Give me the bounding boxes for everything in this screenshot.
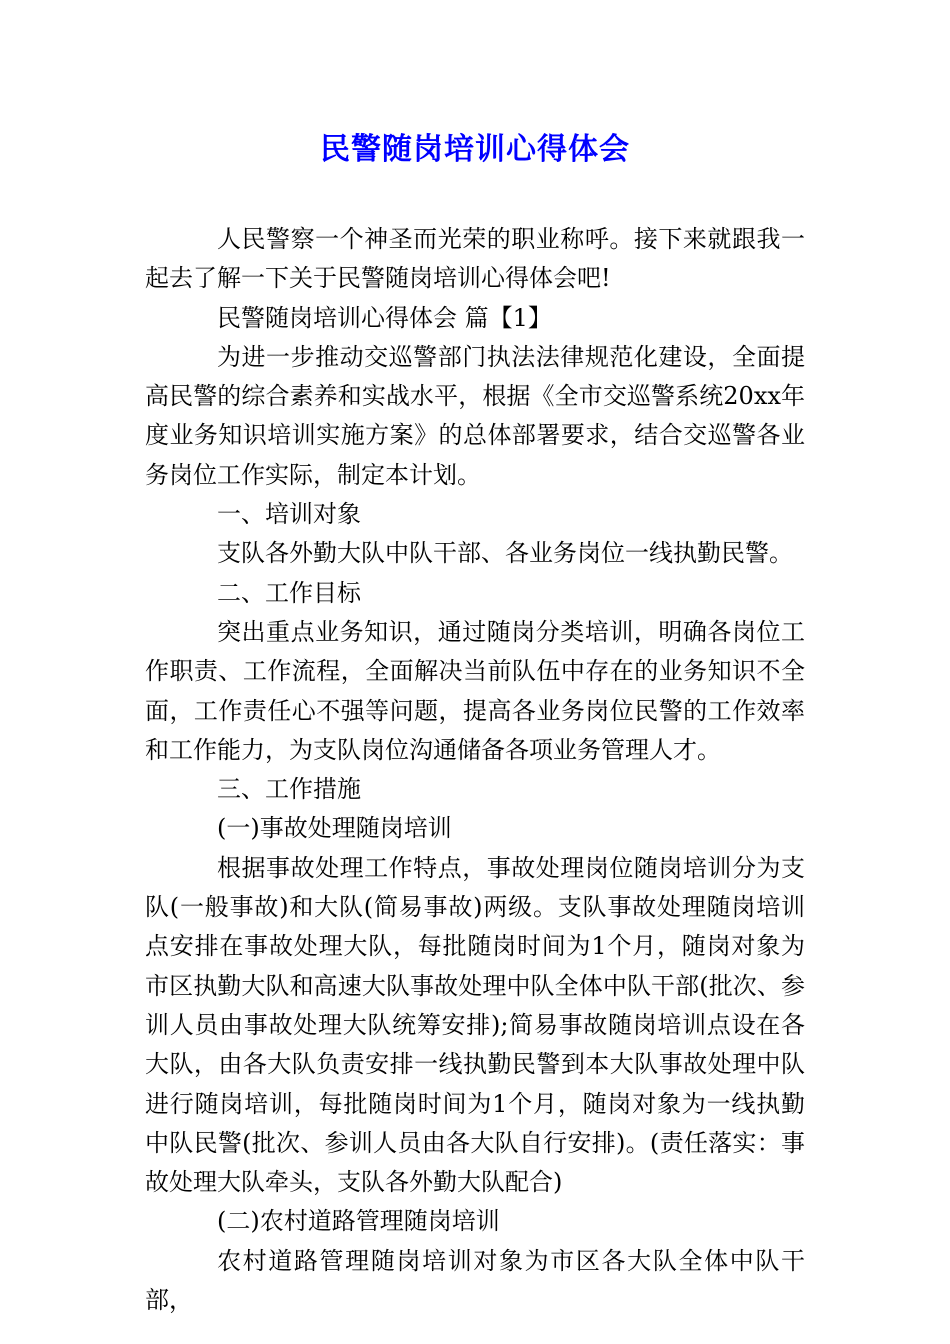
section-heading-training-targets: 一、培训对象 (217, 500, 361, 529)
section-heading-measures: 三、工作措施 (217, 775, 361, 804)
rural-roads-paragraph: 农村道路管理随岗培训对象为市区各大队全体中队干部， (145, 1246, 805, 1315)
section-heading-goals: 二、工作目标 (217, 578, 361, 607)
article-heading: 民警随岗培训心得体会 篇【1】 (217, 303, 552, 332)
goals-paragraph: 突出重点业务知识，通过随岗分类培训，明确各岗位工作职责、工作流程，全面解决当前队伍中存在的业务知识不全面，工作责任心不强等问题，提高各业务岗位民警的工作效率和工作能力，为支队岗位沟通储备各项业务管理人才。 (145, 617, 805, 764)
purpose-paragraph: 为进一步推动交巡警部门执法法律规范化建设，全面提高民警的综合素养和实战水平，根据《全市交巡警系统20xx年度业务知识培训实施方案》的总体部署要求，结合交巡警各业务岗位工作实际，制定本计划。 (145, 342, 805, 489)
training-targets-paragraph: 支队各外勤大队中队干部、各业务岗位一线执勤民警。 (217, 539, 793, 568)
subsection-heading-rural-roads: (二)农村道路管理随岗培训 (217, 1207, 500, 1236)
document-body (145, 220, 805, 1320)
intro-paragraph: 人民警察一个神圣而光荣的职业称呼。接下来就跟我一起去了解一下关于民警随岗培训心得体会吧! (145, 225, 805, 293)
document-title: 民警随岗培训心得体会 (320, 132, 630, 167)
subsection-heading-accident: (一)事故处理随岗培训 (217, 814, 452, 843)
accident-training-paragraph: 根据事故处理工作特点，事故处理岗位随岗培训分为支队(一般事故)和大队(简易事故)两级。支队事故处理随岗培训点安排在事故处理大队，每批随岗时间为1个月，随岗对象为市区执勤大队和高速大队事故处理中队全体中队干部(批次、参训人员由事故处理大队统筹安排);简易事故随岗培训点设在各大队，由各大队负责安排一线执勤民警到本大队事故处理中队进行随岗培训，每批随岗时间为1个月，随岗对象为一线执勤中队民警(批次、参训人员由各大队自行安排)。(责任落实：事故处理大队牵头，支队各外勤大队配合) (145, 853, 805, 1197)
